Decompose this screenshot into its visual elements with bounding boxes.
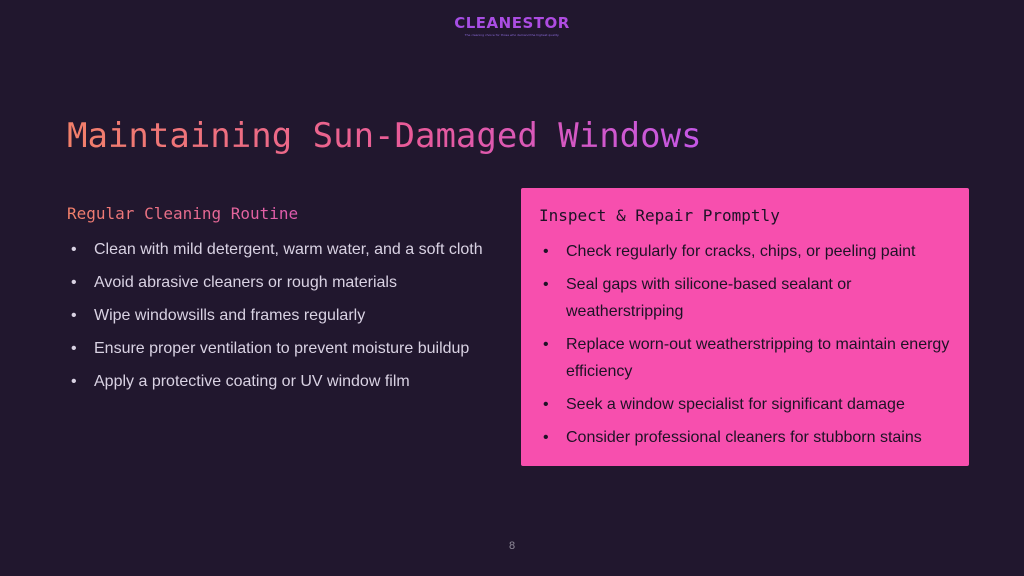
bullet-icon: • — [543, 243, 549, 260]
list-item — [67, 302, 497, 329]
list-item-text: Apply a protective coating or UV window film — [94, 373, 410, 390]
list-item-text: Replace worn-out weatherstripping to maintain energy efficiency — [566, 336, 950, 380]
list-item-text: Seek a window specialist for significant damage — [566, 396, 905, 413]
inspect-repair-list — [539, 238, 951, 451]
list-item — [67, 368, 497, 395]
list-item-text: Clean with mild detergent, warm water, and a soft cloth — [94, 241, 483, 258]
list-item — [67, 236, 497, 263]
slide-title: Maintaining Sun-Damaged Windows — [67, 112, 702, 160]
list-item — [539, 331, 951, 385]
list-item-text: Avoid abrasive cleaners or rough materials — [94, 274, 397, 291]
list-item — [67, 269, 497, 296]
inspect-repair-card — [521, 188, 969, 466]
brand-logo — [0, 14, 1024, 37]
bullet-icon: • — [71, 373, 77, 390]
list-item-text: Seal gaps with silicone-based sealant or weatherstripping — [566, 276, 852, 320]
bullet-icon: • — [543, 276, 549, 293]
bullet-icon: • — [543, 429, 549, 446]
list-item-text: Consider professional cleaners for stubborn stains — [566, 429, 922, 446]
regular-cleaning-column — [67, 202, 497, 401]
bullet-icon: • — [71, 241, 77, 258]
bullet-icon: • — [71, 307, 77, 324]
logo-wordmark: CLEANESTOR — [0, 14, 1024, 32]
list-item — [67, 335, 497, 362]
list-item — [539, 238, 951, 265]
logo-tagline: The cleaning choice for those who demand the highest quality. — [464, 33, 560, 37]
list-item-text: Wipe windowsills and frames regularly — [94, 307, 366, 324]
regular-cleaning-heading: Regular Cleaning Routine — [67, 202, 298, 226]
regular-cleaning-list — [67, 236, 497, 395]
page-number: 8 — [508, 540, 516, 552]
list-item — [539, 424, 951, 451]
list-item-text: Ensure proper ventilation to prevent moisture buildup — [94, 340, 470, 357]
bullet-icon: • — [71, 274, 77, 291]
list-item — [539, 271, 951, 325]
bullet-icon: • — [71, 340, 77, 357]
bullet-icon: • — [543, 336, 549, 353]
inspect-repair-heading: Inspect & Repair Promptly — [539, 206, 780, 225]
list-item — [539, 391, 951, 418]
bullet-icon: • — [543, 396, 549, 413]
list-item-text: Check regularly for cracks, chips, or peeling paint — [566, 243, 916, 260]
